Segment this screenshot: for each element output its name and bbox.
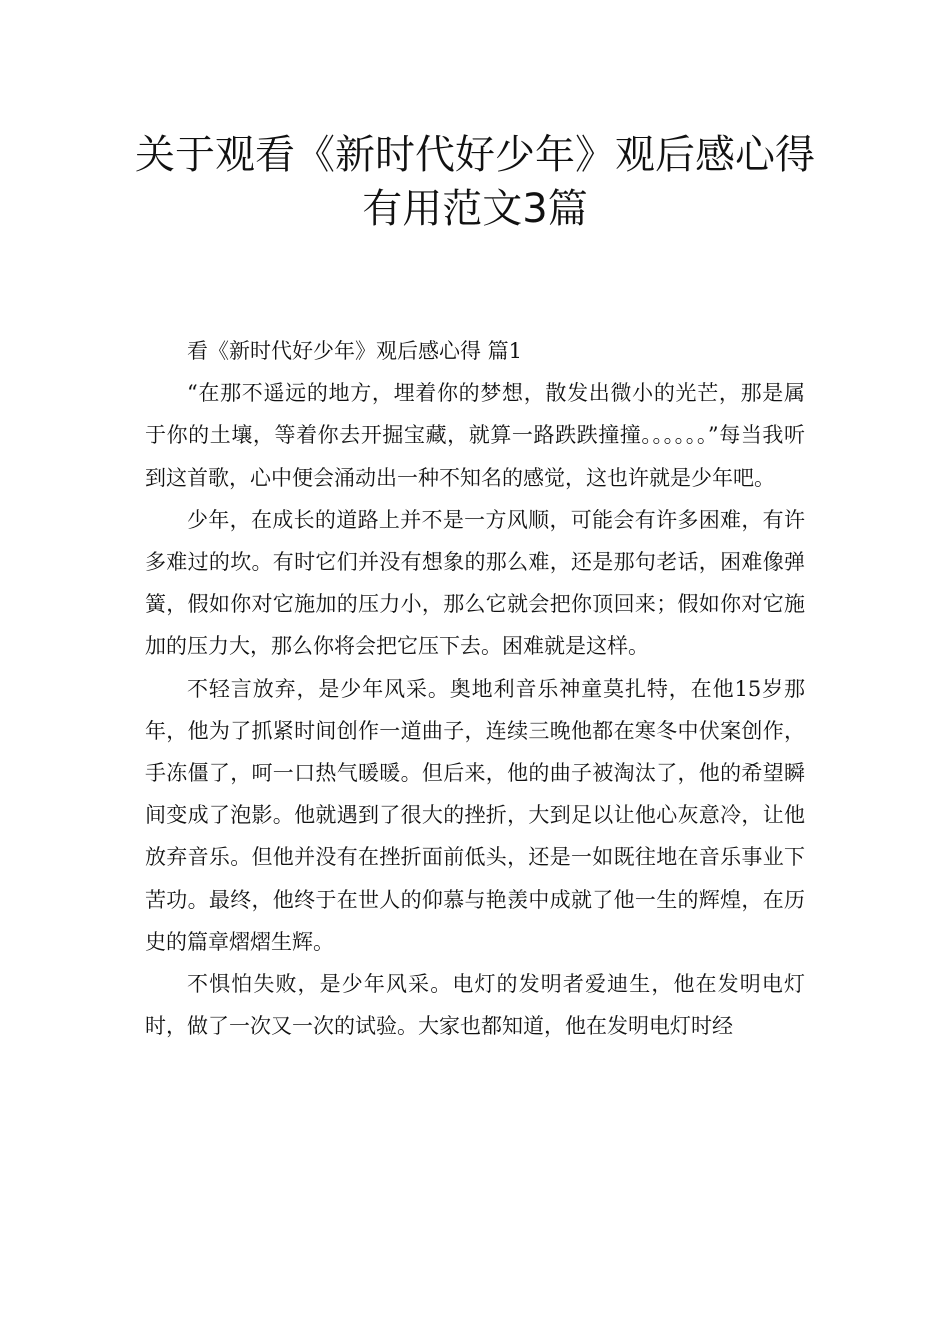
section-heading: 看《新时代好少年》观后感心得 篇1 [187, 339, 523, 363]
paragraph: 少年，在成长的道路上并不是一方风顺，可能会有许多困难，有许多难过的坎。有时它们并没有想象的那么难，还是那句老话，困难像弹簧，假如你对它施加的压力小，那么它就会把你顶回来；假如你对它施加的压力大，那么你将会把它压下去。困难就是这样。 [145, 507, 805, 659]
title-line-2: 有用范文3篇 [362, 186, 588, 232]
paragraph: 不轻言放弃，是少年风采。奥地利音乐神童莫扎特，在他15岁那年，他为了抓紧时间创作一道曲子，连续三晚他都在寒冬中伏案创作，手冻僵了，呵一口热气暖暖。但后来，他的曲子被淘汰了，他的希望瞬间变成了泡影。他就遇到了很大的挫折，大到足以让他心灰意冷，让他放弃音乐。但他并没有在挫折面前低头，还是一如既往地在音乐事业下苦功。最终，他终于在世人的仰慕与艳羡中成就了他一生的辉煌，在历史的篇章熠熠生辉。 [145, 676, 805, 954]
document-body [145, 330, 805, 1047]
title-line-1: 关于观看《新时代好少年》观后感心得 [135, 132, 815, 178]
document-title [100, 128, 850, 236]
paragraph: “在那不遥远的地方，埋着你的梦想，散发出微小的光芒，那是属于你的土壤，等着你去开掘宝藏，就算一路跌跌撞撞。。。。。。”每当我听到这首歌，心中便会涌动出一种不知名的感觉，这也许就是少年吧。 [145, 381, 805, 490]
paragraph: 不惧怕失败，是少年风采。电灯的发明者爱迪生，他在发明电灯时，做了一次又一次的试验。大家也都知道，他在发明电灯时经 [145, 972, 805, 1039]
